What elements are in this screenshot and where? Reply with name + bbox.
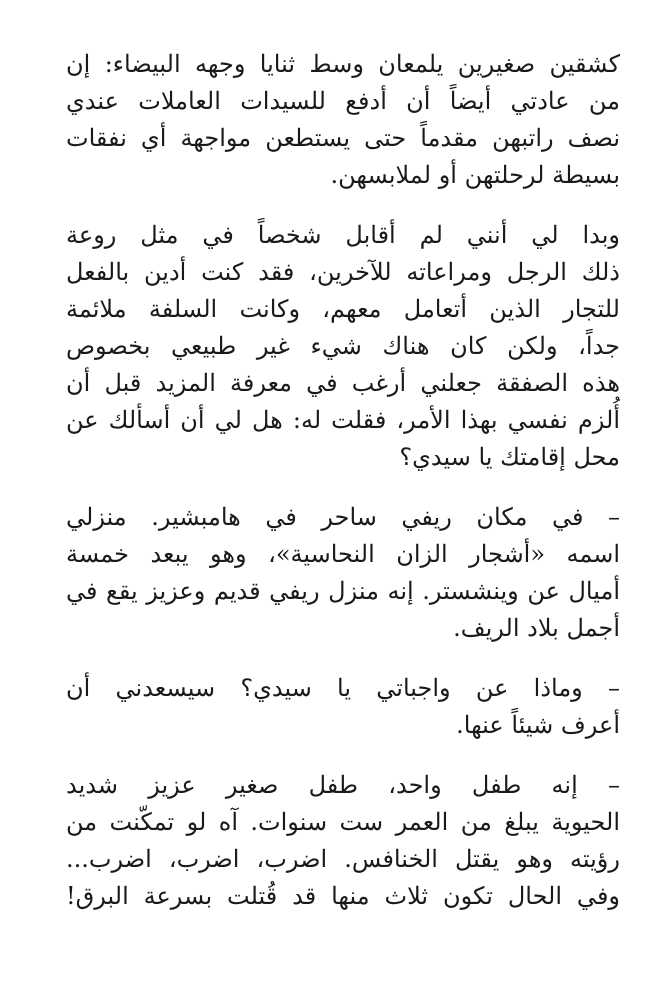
paragraph-2 (66, 217, 620, 476)
text-line: من عادتي أيضاً أن أدفع للسيدات العاملات عندي (66, 87, 620, 115)
text-line: رؤيته وهو يقتل الخنافس. اضرب، اضرب، اضرب... (66, 845, 620, 873)
text-line: للتجار الذين أتعامل معهم، وكانت السلفة ملائمة (66, 295, 620, 323)
text-line: أجمل بلاد الريف. (453, 614, 620, 642)
paragraph-3 (66, 499, 620, 647)
text-line: ذلك الرجل ومراعاته للآخرين، فقد كنت أدين بالفعل (66, 258, 620, 286)
text-line: أُلزم نفسي بهذا الأمر، فقلت له: هل لي أن أسألك عن (66, 406, 620, 434)
text-line: جداً، ولكن كان هناك شيء غير طبيعي بخصوص (66, 332, 620, 360)
text-line: نصف راتبهن مقدماً حتى يستطعن مواجهة أي نفقات (66, 124, 620, 152)
text-line: بسيطة لرحلتهن أو لملابسهن. (330, 161, 620, 189)
text-line: – في مكان ريفي ساحر في هامبشير. منزلي (66, 503, 620, 531)
text-line: أعرف شيئاً عنها. (456, 711, 620, 739)
text-line: وفي الحال تكون ثلاث منها قد قُتلت بسرعة البرق! (66, 882, 620, 910)
paragraph-5 (66, 767, 620, 915)
text-line: اسمه «أشجار الزان النحاسية»، وهو يبعد خمسة (66, 540, 620, 568)
book-page (66, 46, 620, 938)
text-line: محل إقامتك يا سيدي؟ (399, 443, 620, 471)
text-line: وبدا لي أنني لم أقابل شخصاً في مثل روعة (66, 221, 620, 249)
text-line: كشقين صغيرين يلمعان وسط ثنايا وجهه البيضاء: إن (66, 50, 620, 78)
paragraph-1 (66, 46, 620, 194)
text-line: الحيوية يبلغ من العمر ست سنوات. آه لو تمكّنت من (66, 808, 620, 836)
text-line: هذه الصفقة جعلني أرغب في معرفة المزيد قبل أن (66, 369, 620, 397)
text-line: – إنه طفل واحد، طفل صغير عزيز شديد (66, 771, 620, 799)
text-line: أميال عن وينشستر. إنه منزل ريفي قديم وعزيز يقع في (66, 577, 620, 605)
text-line: – وماذا عن واجباتي يا سيدي؟ سيسعدني أن (66, 674, 620, 702)
paragraph-4 (66, 670, 620, 744)
